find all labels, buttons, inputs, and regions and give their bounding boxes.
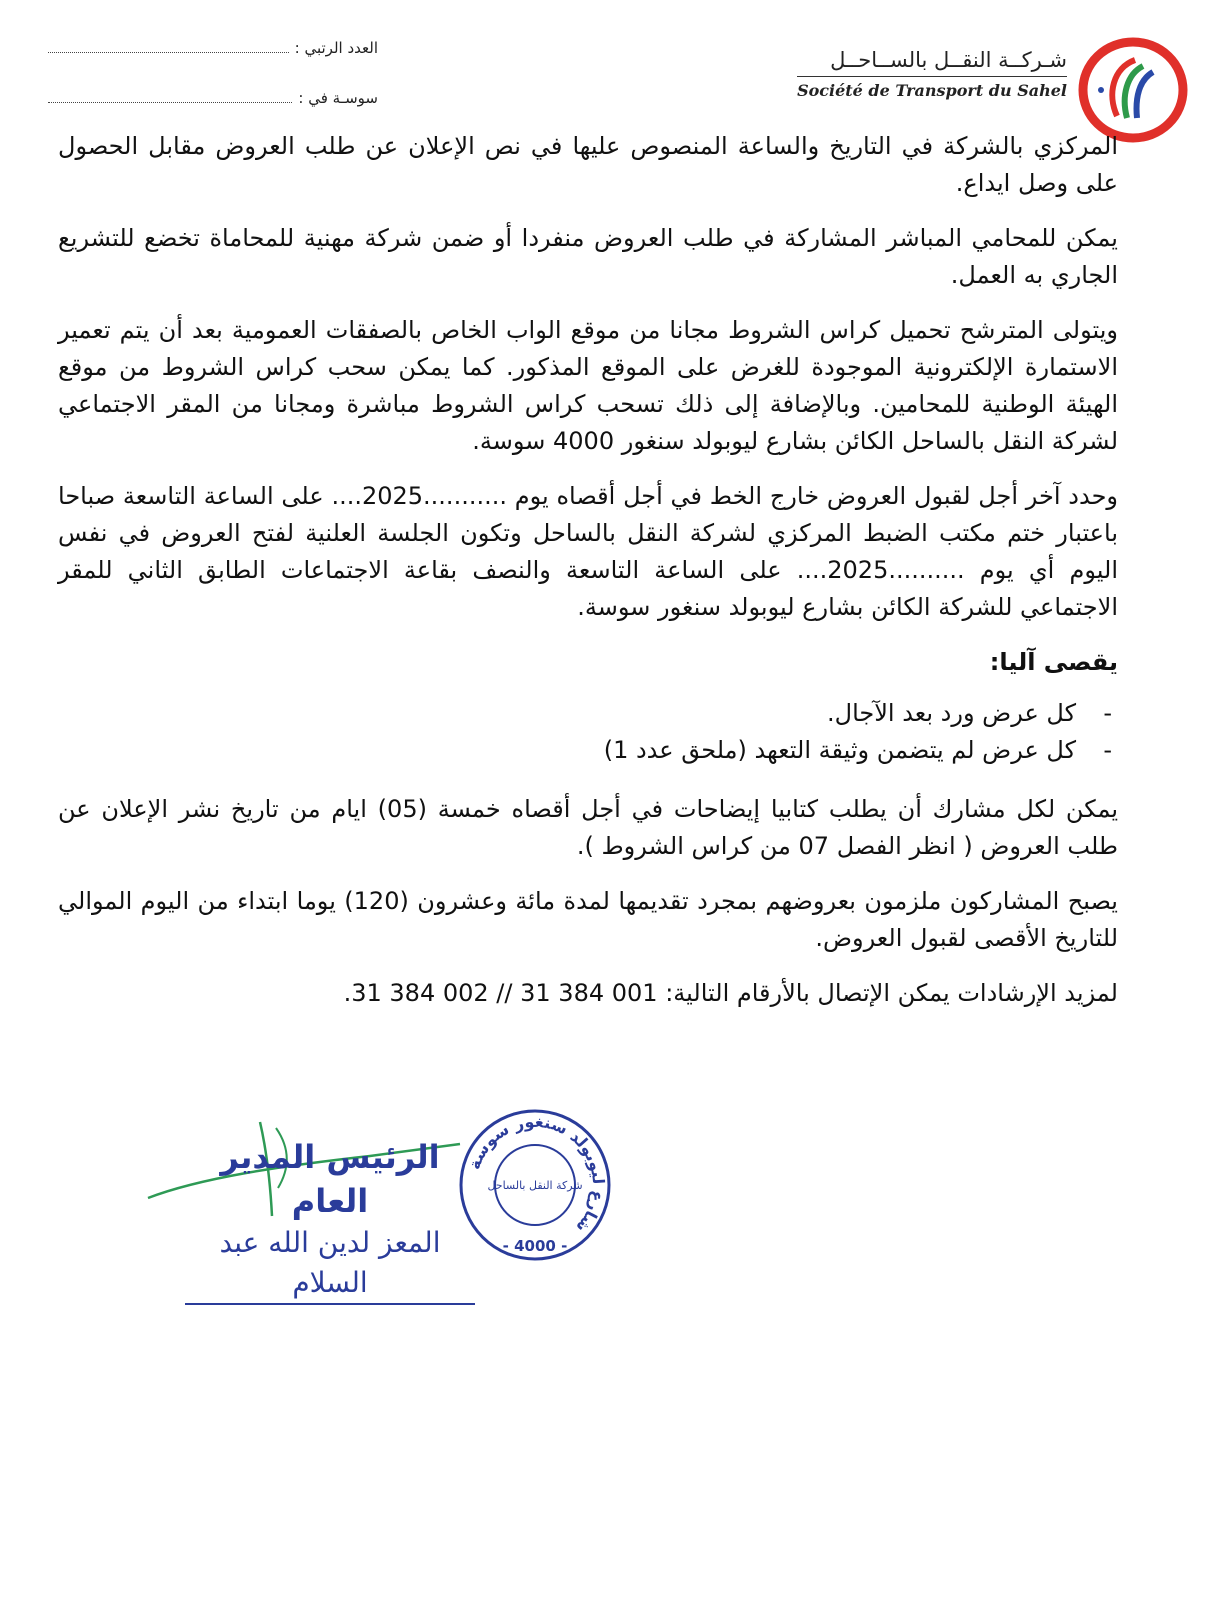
list-item: [58, 732, 1118, 769]
document-body: [58, 128, 1118, 1030]
company-stamp-icon: [455, 1105, 615, 1265]
place-date-blank: [48, 88, 292, 103]
reference-lines: [48, 38, 378, 138]
paragraph-clarifications: يمكن لكل مشارك أن يطلب كتابيا إيضاحات في أجل أقصاه خمسة (05) ايام من تاريخ نشر الإعلان عن طلب العروض ( انظر الفصل 07 من كراس الشروط ).: [58, 795, 1118, 860]
exclusion-list: [58, 695, 1118, 769]
stamp-center-text: شركة النقل بالساحل: [487, 1179, 583, 1192]
company-header: [767, 48, 1067, 100]
paragraph-contact: لمزيد الإرشادات يمكن الإتصال بالأرقام التالية: 001 384 31 // 002 384 31.: [343, 979, 1118, 1007]
list-item-text: كل عرض ورد بعد الآجال.: [827, 699, 1076, 727]
company-name-fr: Société de Transport du Sahel: [797, 76, 1067, 100]
ref-number-blank: [48, 38, 289, 53]
place-date-label: سوسـة في :: [298, 89, 378, 107]
paragraph-lawyer: يمكن للمحامي المباشر المشاركة في طلب العروض منفردا أو ضمن شركة مهنية للمحاماة تخضع للتشريع الجاري به العمل.: [58, 224, 1118, 289]
paragraph-deposit: المركزي بالشركة في التاريخ والساعة المنصوص عليها في نص الإعلان عن طلب العروض مقابل الحصول على وصل ايداع.: [58, 132, 1118, 197]
exclusion-heading: يقصى آليا:: [989, 648, 1118, 676]
list-item-text: كل عرض لم يتضمن وثيقة التعهد (ملحق عدد 1): [603, 736, 1076, 764]
list-item: [58, 695, 1118, 732]
paragraph-deadline: وحدد آخر أجل لقبول العروض خارج الخط في أجل أقصاه يوم ...........2025.... على الساعة التاسعة صباحا باعتبار ختم مكتب الضبط المركزي لشركة النقل بالساحل وتكون الجلسة العلنية لفتح العروض في نفس اليوم أي يوم ..........2025.... على الساعة التاسعة والنصف بقاعة الاجتماعات الطابق الثاني للمقر الاجتماعي للشركة الكائن بشارع ليوبولد سنغور سوسة.: [58, 482, 1119, 621]
signature-block: [185, 1135, 475, 1305]
bullet-marker: -: [1103, 699, 1112, 727]
stamp-code: - 4000 -: [502, 1237, 568, 1255]
ref-number-label: العدد الرتبي :: [294, 39, 378, 57]
paragraph-validity: يصبح المشاركون ملزمون بعروضهم بمجرد تقديمها لمدة مائة وعشرون (120) يوما ابتداء من اليوم الموالي للتاريخ الأقصى لقبول العروض.: [58, 887, 1118, 952]
paragraph-specifications: ويتولى المترشح تحميل كراس الشروط مجانا من موقع الواب الخاص بالصفقات العمومية بعد أن يتم تعمير الاستمارة الإلكترونية الموجودة للغرض على الموقع المذكور. كما يمكن سحب كراس الشروط من موقع الهيئة الوطنية للمحامين. وبالإضافة إلى ذلك تسحب كراس الشروط مباشرة ومجانا من المقر الاجتماعي لشركة النقل بالساحل الكائن بشارع ليوبولد سنغور 4000 سوسة.: [58, 316, 1118, 455]
company-name-ar: شـركــة النقــل بالســاحــل: [830, 48, 1067, 72]
bullet-marker: -: [1103, 736, 1112, 764]
signature-title: الرئيس المدير العام: [220, 1138, 440, 1220]
stamp-ring-text: شارع ليوبولد سنغور سوسة: [464, 1111, 609, 1237]
ref-number-line: [48, 38, 378, 88]
signature-name: المعز لدين الله عبد السلام: [185, 1223, 475, 1305]
